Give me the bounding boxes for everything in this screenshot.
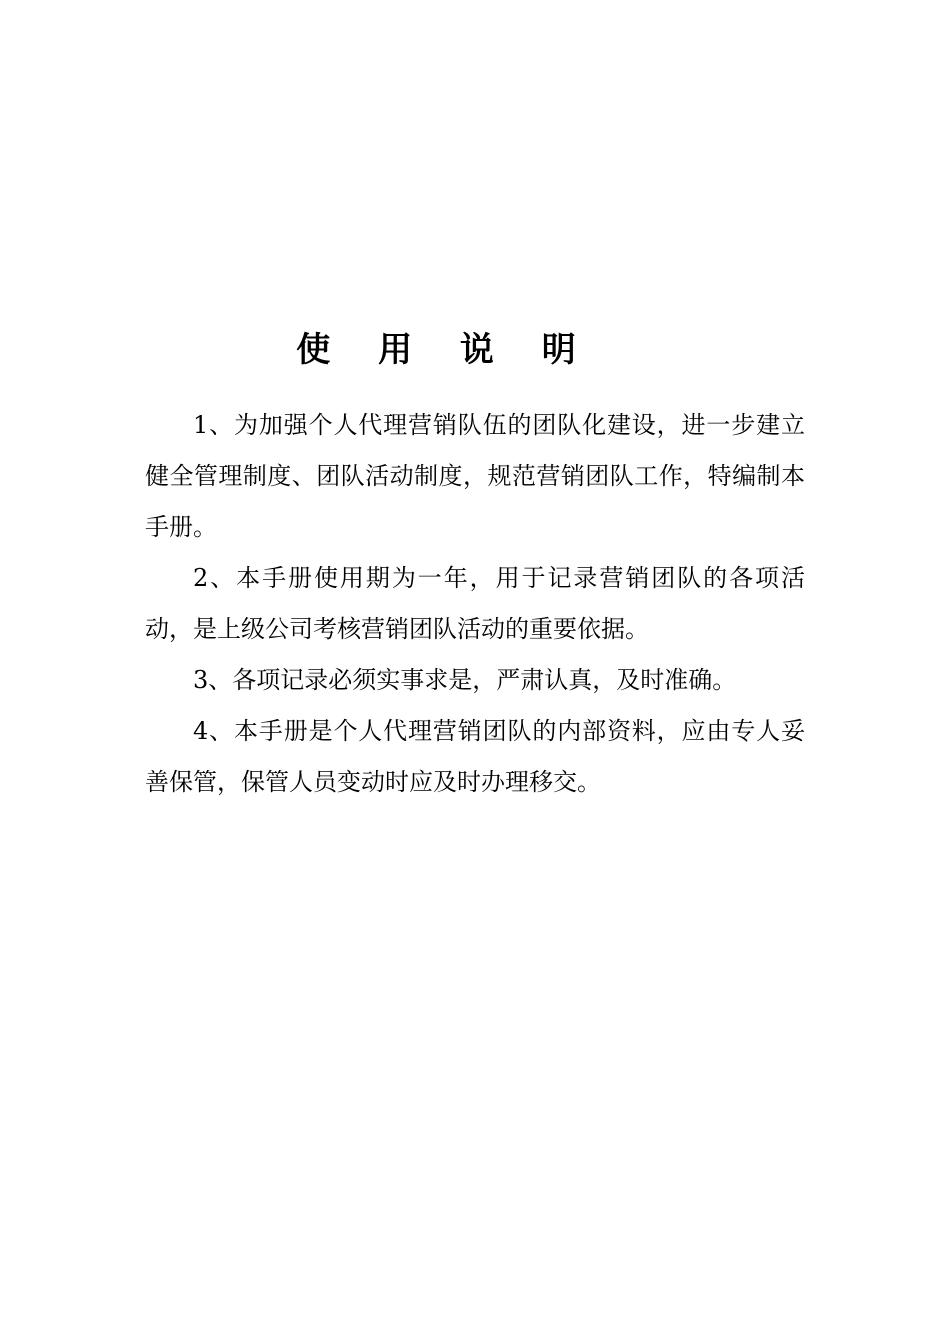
instructions-body — [145, 400, 805, 808]
paragraph-3: 3、各项记录必须实事求是，严肃认真，及时准确。 — [193, 666, 737, 694]
page-title: 使 用 说 明 — [296, 330, 594, 370]
paragraph-1: 1、为加强个人代理营销队伍的团队化建设，进一步建立健全管理制度、团队活动制度，规范营销团队工作，特编制本手册。 — [145, 411, 805, 541]
paragraph-4: 4、本手册是个人代理营销团队的内部资料，应由专人妥善保管，保管人员变动时应及时办理移交。 — [145, 717, 805, 796]
paragraph-2: 2、本手册使用期为一年，用于记录营销团队的各项活动，是上级公司考核营销团队活动的重要依据。 — [145, 564, 805, 643]
